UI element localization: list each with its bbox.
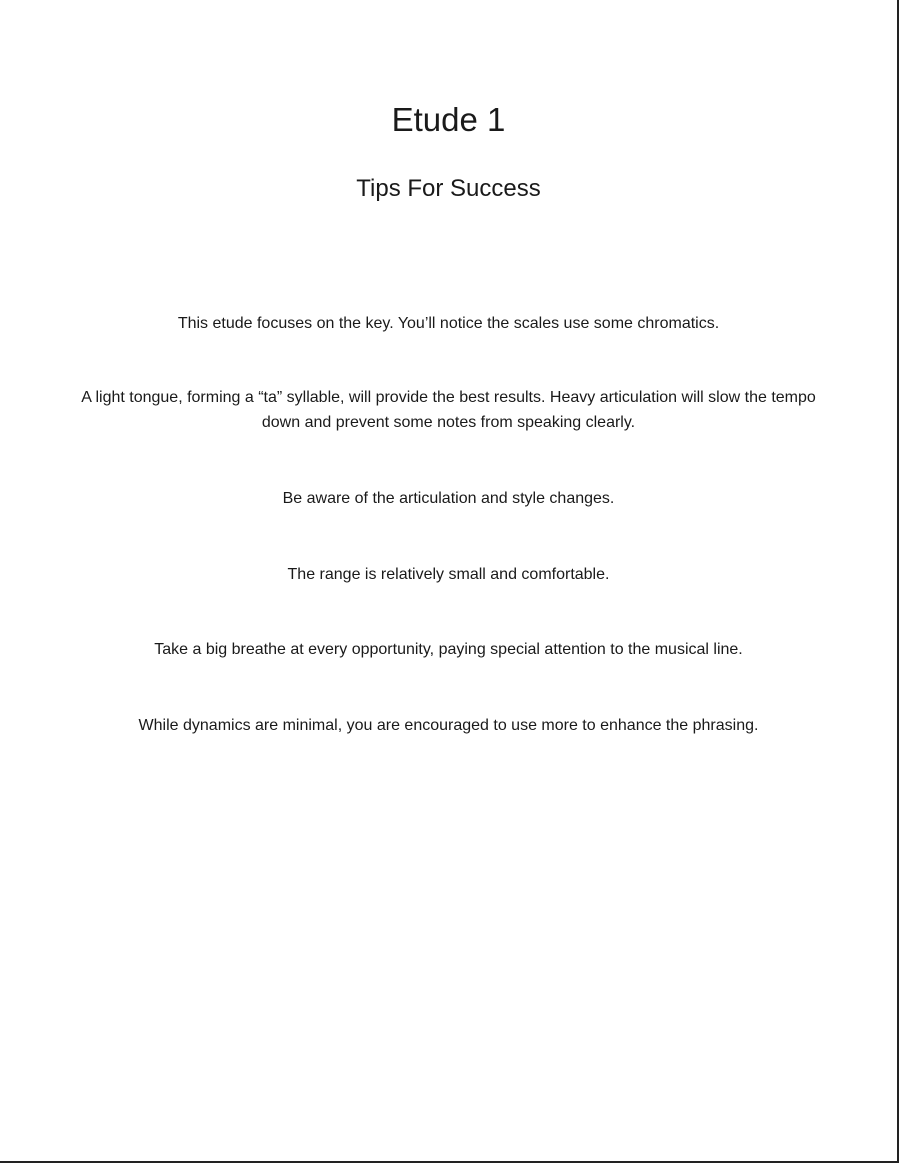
tip-paragraph-range: The range is relatively small and comfortable. bbox=[287, 566, 610, 583]
tip-paragraph-tongue: A light tongue, forming a “ta” syllable, will provide the best results. Heavy articulation will slow the tempo down and prevent some notes from speaking clearly. bbox=[81, 389, 816, 431]
tip-paragraph-key: This etude focuses on the key. You’ll notice the scales use some chromatics. bbox=[177, 315, 720, 332]
page-title: Etude 1 bbox=[391, 101, 506, 138]
tip-paragraph-articulation: Be aware of the articulation and style changes. bbox=[282, 490, 615, 507]
page-subtitle: Tips For Success bbox=[356, 175, 541, 202]
tip-paragraph-dynamics: While dynamics are minimal, you are encouraged to use more to enhance the phrasing. bbox=[138, 717, 759, 734]
tip-paragraph-breathe: Take a big breathe at every opportunity, paying special attention to the musical line. bbox=[154, 641, 743, 658]
